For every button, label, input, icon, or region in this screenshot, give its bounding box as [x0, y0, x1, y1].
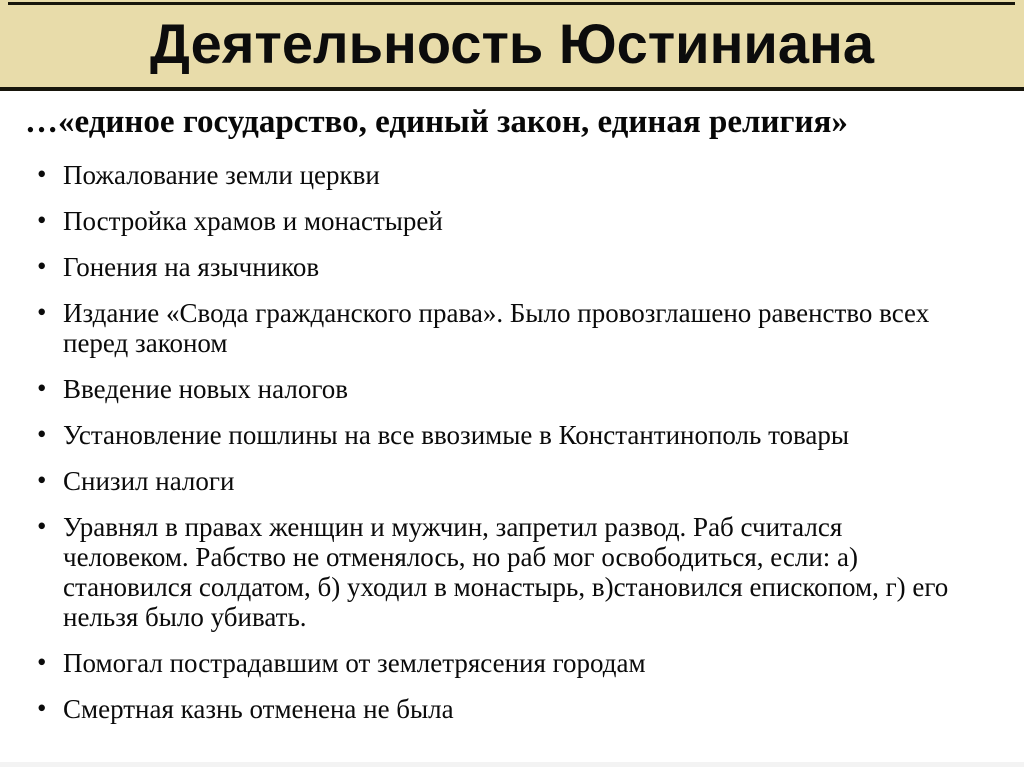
header-top-rule: [8, 2, 1015, 5]
list-item: [25, 466, 964, 496]
list-item: [25, 206, 964, 236]
list-item: [25, 160, 964, 190]
list-item-text: Уравнял в правах женщин и мужчин, запретил развод. Раб считался человеком. Рабство не отменялось, но раб мог освободиться, если: а) становился солдатом, б) уходил в монастырь, в)становился епископом, г) его нельзя было убивать.: [63, 512, 949, 632]
bottom-edge-strip: [0, 762, 1024, 767]
list-item: [25, 374, 964, 404]
list-item-text: Помогал пострадавшим от землетрясения городам: [63, 648, 646, 678]
list-item-text: Пожалование земли церкви: [63, 160, 380, 190]
list-item-text: Издание «Свода гражданского права». Было провозглашено равенство всех перед законом: [63, 298, 930, 358]
bullet-icon: •: [37, 251, 47, 281]
list-item: [25, 512, 964, 632]
slide-body: [0, 91, 1024, 724]
list-item: [25, 252, 964, 282]
bullet-icon: •: [37, 419, 47, 449]
list-item-text: Постройка храмов и монастырей: [63, 206, 443, 236]
slide-subtitle: …«единое государство, единый закон, единая религия»: [25, 104, 848, 140]
bullet-icon: •: [37, 297, 47, 327]
bullet-icon: •: [37, 205, 47, 235]
bullet-list: [25, 160, 964, 724]
bullet-icon: •: [37, 647, 47, 677]
bullet-icon: •: [37, 693, 47, 723]
list-item-text: Введение новых налогов: [63, 374, 348, 404]
list-item: [25, 298, 964, 358]
slide-header: [0, 0, 1024, 91]
list-item-text: Гонения на язычников: [63, 252, 320, 282]
list-item-text: Смертная казнь отменена не была: [63, 694, 454, 724]
bullet-icon: •: [37, 159, 47, 189]
list-item: [25, 420, 964, 450]
bullet-icon: •: [37, 465, 47, 495]
list-item-text: Установление пошлины на все ввозимые в Константинополь товары: [63, 420, 850, 450]
list-item-text: Снизил налоги: [63, 466, 235, 496]
list-item: [25, 648, 964, 678]
list-item: [25, 694, 964, 724]
bullet-icon: •: [37, 511, 47, 541]
bullet-icon: •: [37, 373, 47, 403]
slide-title: Деятельность Юстиниана: [150, 11, 874, 75]
